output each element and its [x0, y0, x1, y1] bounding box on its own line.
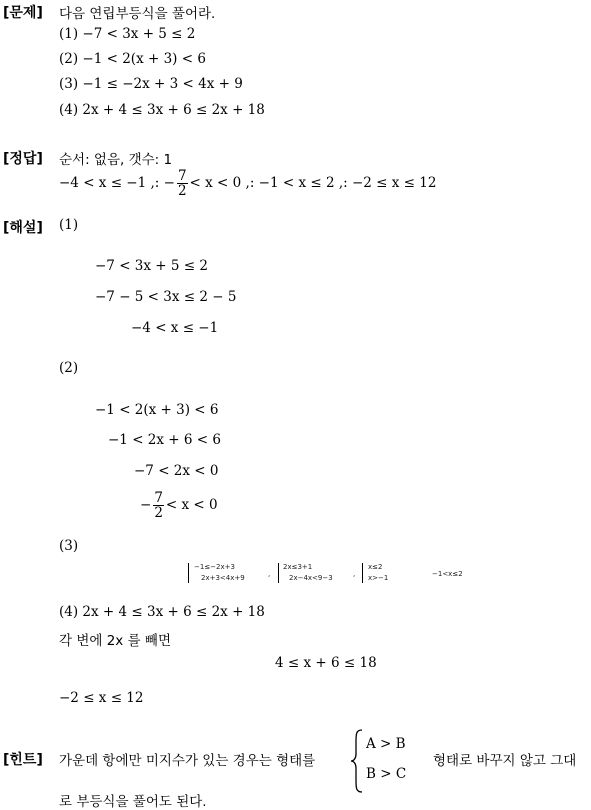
solution-1-label: (1) [59, 217, 79, 233]
hint-brace [350, 728, 364, 794]
solution-2-frac-num: 7 [154, 489, 163, 506]
answer-fraction [177, 169, 188, 198]
solution-3-sep-1: , [268, 570, 271, 578]
solution-2-fraction [153, 491, 164, 520]
solution-4-line: (4) 2x + 4 ≤ 3x + 6 ≤ 2x + 18 [59, 604, 265, 620]
solution-3-label: (3) [59, 538, 79, 554]
solution-2-suffix: < x < 0 [165, 497, 218, 513]
solution-4-eq: 4 ≤ x + 6 ≤ 18 [275, 655, 377, 671]
solution-2-frac-den: 2 [154, 505, 163, 521]
hint-system-2: B > C [366, 766, 407, 782]
solution-3-bracket-c [362, 563, 367, 583]
answer-values [59, 164, 436, 202]
solution-1-line-3: −4 < x ≤ −1 [131, 320, 219, 336]
hint-pre: 가운데 항에만 미지수가 있는 경우는 형태를 [59, 753, 316, 769]
solution-2-line-4 [140, 486, 218, 524]
solution-2-line-2: −1 < 2x + 6 < 6 [108, 432, 221, 448]
problem-item-3: (3) −1 ≤ −2x + 3 < 4x + 9 [59, 76, 243, 92]
answer-frac-num: 7 [177, 167, 187, 184]
solution-3-b2: 2x−4x<9−3 [289, 574, 333, 582]
solution-1-line-2: −7 − 5 < 3x ≤ 2 − 5 [95, 289, 237, 305]
solution-2-line-1: −1 < 2(x + 3) < 6 [95, 402, 219, 418]
solution-4-text: 각 변에 2x 를 빼면 [59, 633, 171, 649]
solution-label: [해설] [3, 220, 43, 236]
solution-1-line-1: −7 < 3x + 5 ≤ 2 [95, 258, 208, 274]
solution-2-line-3: −7 < 2x < 0 [134, 463, 219, 479]
hint-label: [힌트] [3, 752, 43, 768]
solution-4-result: −2 ≤ x ≤ 12 [59, 690, 144, 706]
solution-3-b1: 2x≤3+1 [283, 563, 313, 571]
problem-label: [문제] [3, 5, 43, 21]
solution-2-label: (2) [59, 360, 79, 376]
solution-3-c2: x>−1 [368, 574, 389, 582]
problem-item-1: (1) −7 < 3x + 5 ≤ 2 [59, 26, 196, 42]
hint-post: 형태로 바꾸지 않고 그대 [433, 753, 577, 769]
answer-label: [정답] [3, 151, 43, 167]
problem-item-2: (2) −1 < 2(x + 3) < 6 [59, 51, 206, 67]
solution-3-a1: −1≤−2x+3 [194, 563, 235, 571]
solution-3-c1: x≤2 [368, 563, 383, 571]
answer-meta: 순서: 없음, 갯수: 1 [59, 152, 173, 168]
answer-part2: < x < 0 ,: −1 < x ≤ 2 ,: −2 ≤ x ≤ 12 [189, 175, 437, 191]
solution-2-prefix: − [140, 497, 152, 513]
hint-line-2: 로 부등식을 풀어도 된다. [59, 794, 207, 810]
solution-3-bracket-a [188, 563, 193, 583]
answer-part1: −4 < x ≤ −1 ,: − [59, 175, 175, 191]
solution-3-result: −1<x≤2 [432, 570, 463, 578]
hint-system-1: A > B [366, 736, 406, 752]
answer-frac-den: 2 [177, 183, 187, 199]
problem-item-4: (4) 2x + 4 ≤ 3x + 6 ≤ 2x + 18 [59, 102, 265, 118]
solution-3-a2: 2x+3<4x+9 [201, 574, 245, 582]
solution-3-sep-2: , [353, 570, 356, 578]
problem-intro: 다음 연립부등식을 풀어라. [59, 6, 216, 22]
